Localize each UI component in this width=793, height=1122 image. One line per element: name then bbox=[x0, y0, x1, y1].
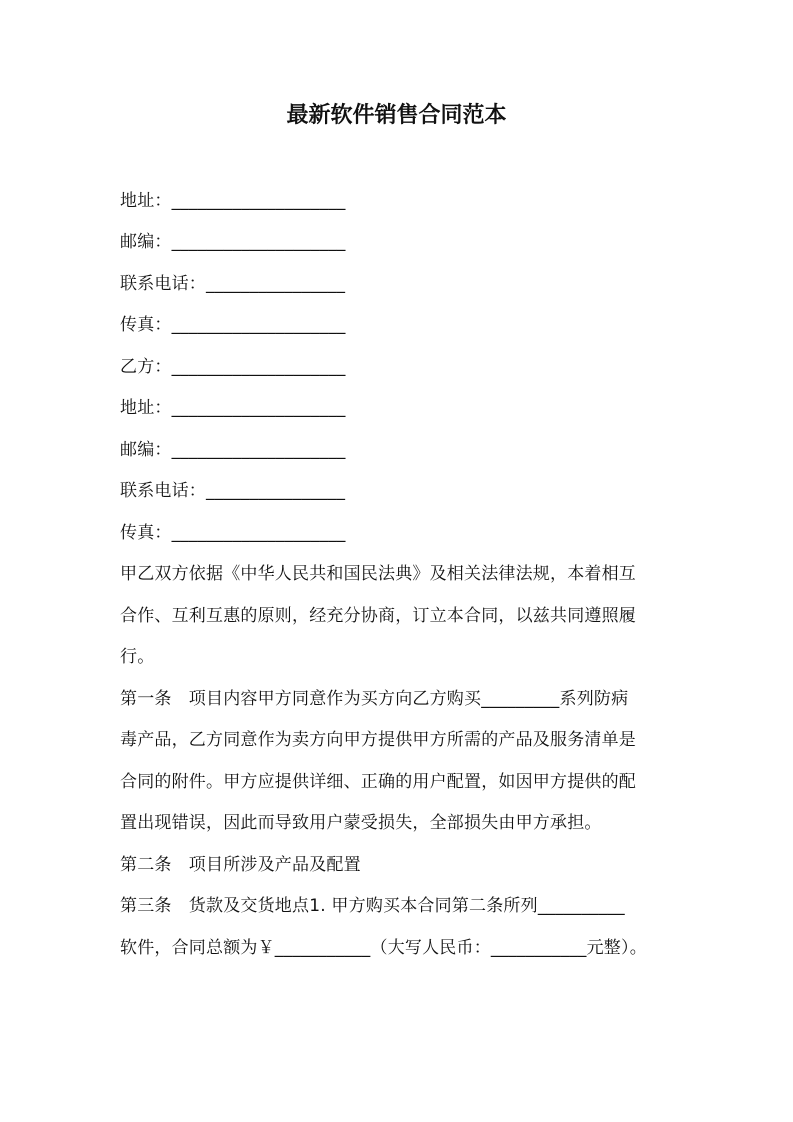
article-3-line: 软件，合同总额为￥___________（大写人民币：___________元整）。 bbox=[120, 938, 647, 958]
intro-line: 行。 bbox=[120, 647, 155, 667]
article-1-line: 置出现错误，因此而导致用户蒙受损失，全部损失由甲方承担。 bbox=[120, 813, 602, 833]
intro-line: 甲乙双方依据《中华人民共和国民法典》及相关法律法规，本着相互 bbox=[120, 564, 636, 584]
article-3-line: 第三条 货款及交货地点1. 甲方购买本合同第二条所列__________ bbox=[120, 896, 625, 916]
article-1-line: 毒产品，乙方同意作为卖方向甲方提供甲方所需的产品及服务清单是 bbox=[120, 730, 636, 750]
party-b-address: 地址：____________________ bbox=[120, 398, 346, 418]
party-b-phone: 联系电话：________________ bbox=[120, 481, 346, 501]
party-b-label: 乙方：____________________ bbox=[120, 357, 346, 377]
document-title: 最新软件销售合同范本 bbox=[286, 103, 507, 128]
article-1-line: 第一条 项目内容甲方同意作为买方向乙方购买_________系列防病 bbox=[120, 689, 629, 709]
party-a-phone: 联系电话：________________ bbox=[120, 274, 346, 294]
party-a-postcode: 邮编：____________________ bbox=[120, 232, 346, 252]
party-b-postcode: 邮编：____________________ bbox=[120, 440, 346, 460]
party-b-fax: 传真：____________________ bbox=[120, 523, 346, 543]
article-1-line: 合同的附件。甲方应提供详细、正确的用户配置，如因甲方提供的配 bbox=[120, 772, 636, 792]
intro-line: 合作、互利互惠的原则，经充分协商，订立本合同，以兹共同遵照履 bbox=[120, 606, 636, 626]
party-a-fax: 传真：____________________ bbox=[120, 315, 346, 335]
party-a-address: 地址：____________________ bbox=[120, 191, 346, 211]
article-2-line: 第二条 项目所涉及产品及配置 bbox=[120, 855, 361, 875]
